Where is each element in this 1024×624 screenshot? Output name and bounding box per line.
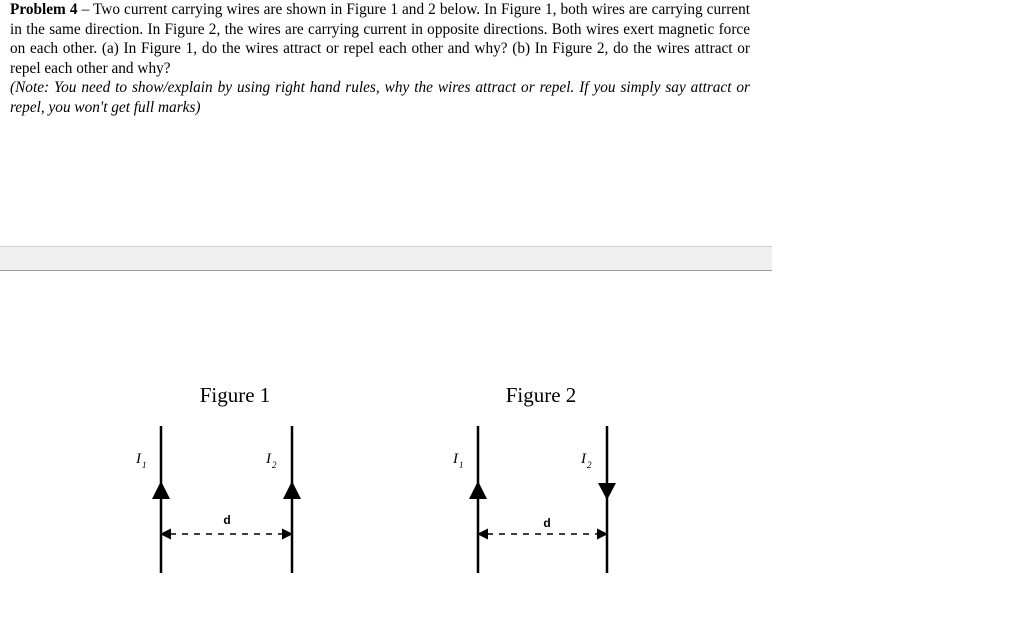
figure-1-wire-2-label: $I_2$ — [266, 451, 277, 470]
figure-1-distance-label: d — [223, 513, 231, 527]
figure-1-wire-2-up-arrow — [283, 481, 301, 499]
figure-2 — [452, 383, 616, 573]
figure-1 — [135, 383, 301, 573]
figure-1-wire-1-label: $I_1$ — [136, 451, 147, 470]
figure-1-wire-1-up-arrow — [152, 481, 170, 499]
figure-2-wire-2-label: $I_2$ — [581, 451, 592, 470]
figure-2-wire-1-up-arrow — [469, 481, 487, 499]
problem-title: Problem 4 — [10, 1, 78, 18]
figure-2-distance-label: d — [543, 516, 551, 530]
figure-2-wire-2-down-arrow — [598, 483, 616, 500]
figure-1-title: Figure 1 — [199, 383, 271, 407]
figure-2-title: Figure 2 — [505, 383, 577, 407]
figure-2-wire-1-label: $I_1$ — [453, 451, 464, 470]
problem-note: (Note: You need to show/explain by using right hand rules, why the wires attract or repel. If you simply say attract or repel, you won't get full marks) — [10, 79, 750, 116]
problem-body: – Two current carrying wires are shown in Figure 1 and 2 below. In Figure 1, both wires are carrying current in the same direction. In Figure 2, the wires are carrying current in opposite directions. Both wires exert magnetic force on each other. (a) In Figure 1, do the wires attract or repel each other and why? (b) In Figure 2, do the wires attract or repel each other and why? — [10, 1, 750, 77]
